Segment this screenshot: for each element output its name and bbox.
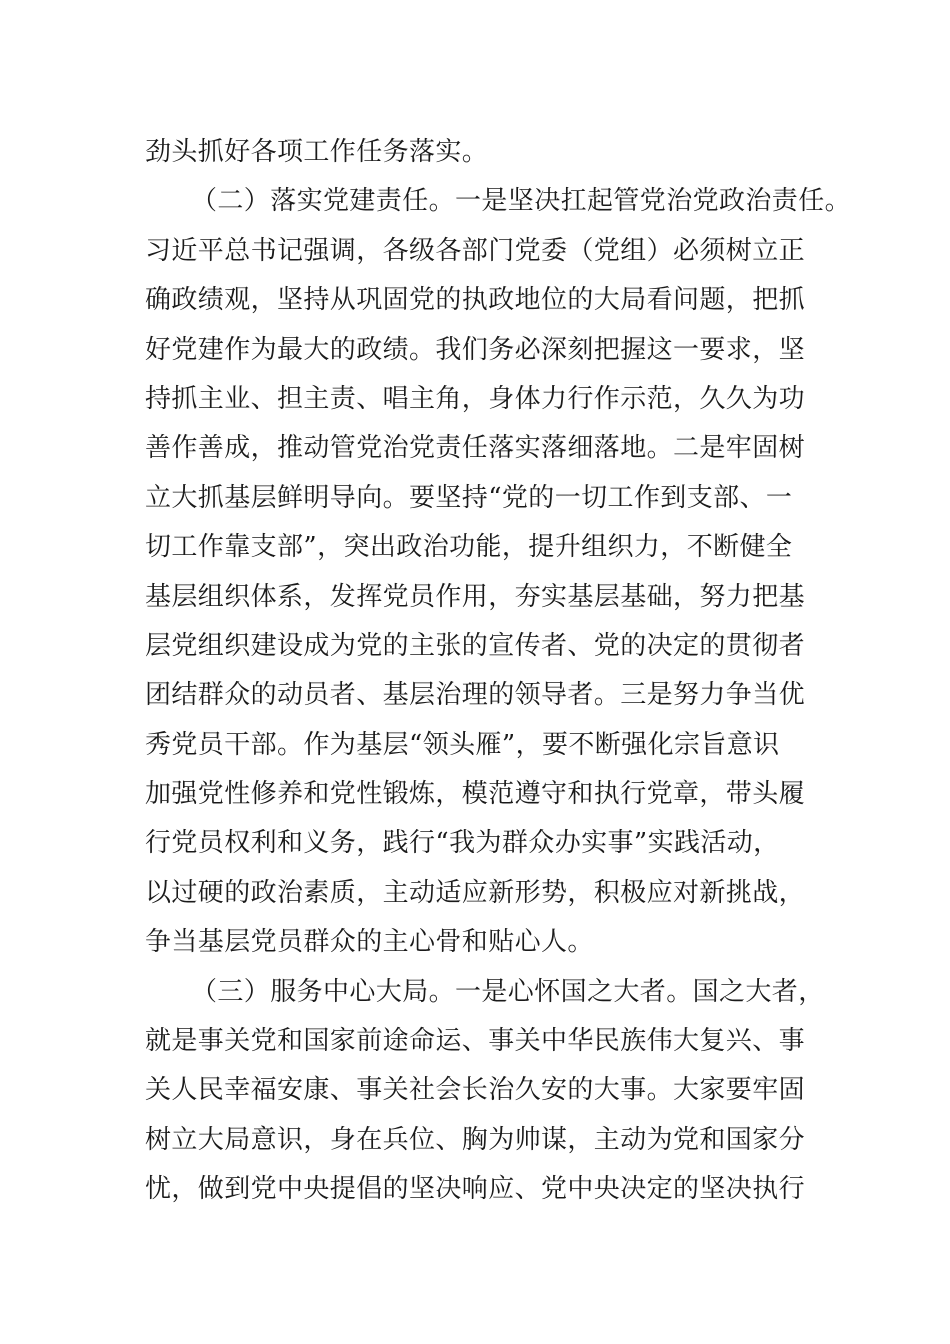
text-line: 习近平总书记强调，各级各部门党委（党组）必须树立正 [145, 235, 806, 266]
text-line: 树立大局意识，身在兵位、胸为帅谋，主动为党和国家分 [145, 1124, 806, 1155]
text-line: 基层组织体系，发挥党员作用，夯实基层基础，努力把基 [145, 581, 806, 612]
text-line: 善作善成，推动管党治党责任落实落细落地。二是牢固树 [145, 433, 806, 464]
text-line: 确政绩观，坚持从巩固党的执政地位的大局看问题，把抓 [145, 285, 806, 316]
text-line: 团结群众的动员者、基层治理的领导者。三是努力争当优 [145, 680, 806, 711]
text-line: 秀党员干部。作为基层“领头雁”，要不断强化宗旨意识 [145, 729, 780, 760]
text-line: 关人民幸福安康、事关社会长治久安的大事。大家要牢固 [145, 1075, 806, 1106]
text-line: 行党员权利和义务，践行“我为群众办实事”实践活动， [145, 828, 780, 859]
text-line: （二）落实党建责任。一是坚决扛起管党治党政治责任。 [191, 186, 852, 217]
text-line: 切工作靠支部”，突出政治功能，提升组织力，不断健全 [145, 532, 793, 563]
text-line: 就是事关党和国家前途命运、事关中华民族伟大复兴、事 [145, 1026, 806, 1057]
text-line: 立大抓基层鲜明导向。要坚持“党的一切工作到支部、一 [145, 482, 793, 513]
text-line: 劲头抓好各项工作任务落实。 [145, 137, 489, 167]
text-line: （三）服务中心大局。一是心怀国之大者。国之大者， [191, 976, 825, 1007]
text-line: 层党组织建设成为党的主张的宣传者、党的决定的贯彻者 [145, 630, 806, 661]
text-line: 忧，做到党中央提倡的坚决响应、党中央决定的坚决执行 [145, 1174, 806, 1205]
text-line: 争当基层党员群众的主心骨和贴心人。 [145, 927, 594, 958]
body-text [145, 128, 852, 1215]
text-line: 加强党性修养和党性锻炼，模范遵守和执行党章，带头履 [145, 779, 806, 810]
text-line: 好党建作为最大的政绩。我们务必深刻把握这一要求，坚 [145, 334, 806, 365]
text-line: 以过硬的政治素质，主动适应新形势，积极应对新挑战， [145, 877, 806, 908]
text-line: 持抓主业、担主责、唱主角，身体力行作示范，久久为功 [145, 383, 806, 414]
